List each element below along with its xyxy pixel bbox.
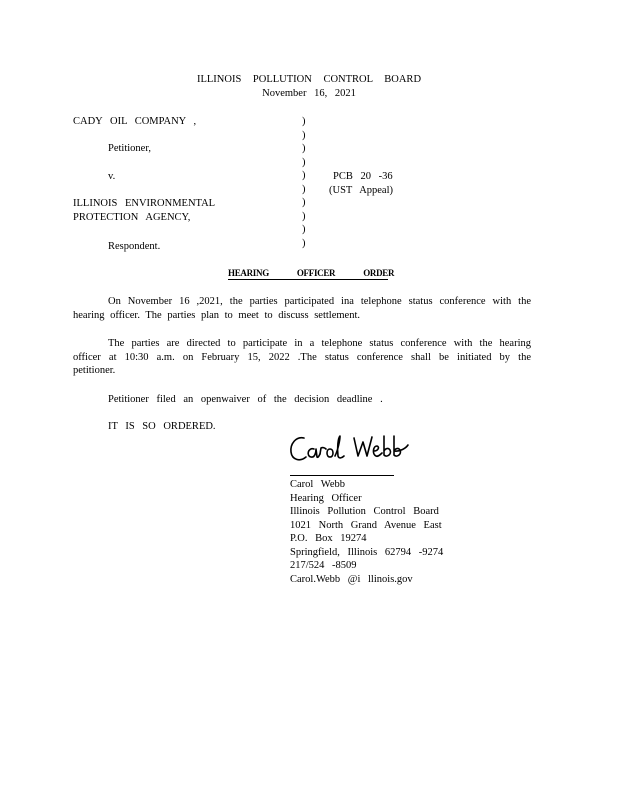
caption-paren: ) [302, 183, 306, 195]
caption-paren: ) [302, 237, 306, 249]
signature-block [290, 478, 443, 586]
agency-heading: ILLINOIS POLLUTION CONTROL BOARD [196, 74, 422, 85]
signer-email: Carol.Webb @i llinois.gov [290, 573, 413, 585]
signer-city: Springfield, Illinois 62794 -9274 [290, 546, 444, 558]
signer-po-box: P.O. Box 19274 [290, 533, 367, 544]
caption-paren: ) [302, 210, 306, 222]
signature-line [290, 475, 394, 476]
case-number: PCB 20 -36 [333, 171, 393, 182]
caption-paren: ) [302, 129, 306, 141]
signer-title: Hearing Officer [290, 492, 362, 504]
paragraph-directive: The parties are directed to participate in a telephone status conference with the hearing officer at 10:30 a.m. on February 15, 2022 .The status conference shall be initiated by the petitioner. [73, 338, 531, 376]
order-title: HEARING OFFICER ORDER [228, 268, 395, 278]
caption-parenthesis-column [302, 115, 306, 250]
respondent-role: Respondent. [108, 241, 161, 252]
respondent-line-1: ILLINOIS ENVIRONMENTAL [73, 198, 216, 209]
paragraph-status-conference: On November 16 ,2021, the parties participated ina telephone status conference with the hearing officer. The parties plan to meet to discuss settlement. [73, 296, 531, 321]
caption-paren: ) [302, 170, 306, 181]
respondent-line-2: PROTECTION AGENCY, [73, 212, 191, 223]
handwritten-signature [288, 432, 418, 472]
petitioner-role: Petitioner, [108, 143, 152, 154]
so-ordered: IT IS SO ORDERED. [108, 421, 216, 432]
paragraph-waiver: Petitioner filed an openwaiver of the decision deadline . [108, 394, 383, 405]
caption-paren: ) [302, 156, 306, 168]
order-date: November 16, 2021 [262, 88, 356, 99]
signer-name: Carol Webb [290, 479, 345, 490]
caption-paren: ) [302, 197, 306, 208]
petitioner-name: CADY OIL COMPANY , [73, 116, 197, 127]
caption-paren: ) [302, 143, 306, 154]
signer-organization: Illinois Pollution Control Board [290, 506, 439, 517]
versus-label: v. [108, 171, 116, 182]
signer-street: 1021 North Grand Avenue East [290, 519, 442, 531]
signer-phone: 217/524 -8509 [290, 560, 357, 571]
caption-paren: ) [302, 224, 306, 235]
case-type: (UST Appeal) [329, 185, 394, 196]
caption-paren: ) [302, 116, 306, 127]
